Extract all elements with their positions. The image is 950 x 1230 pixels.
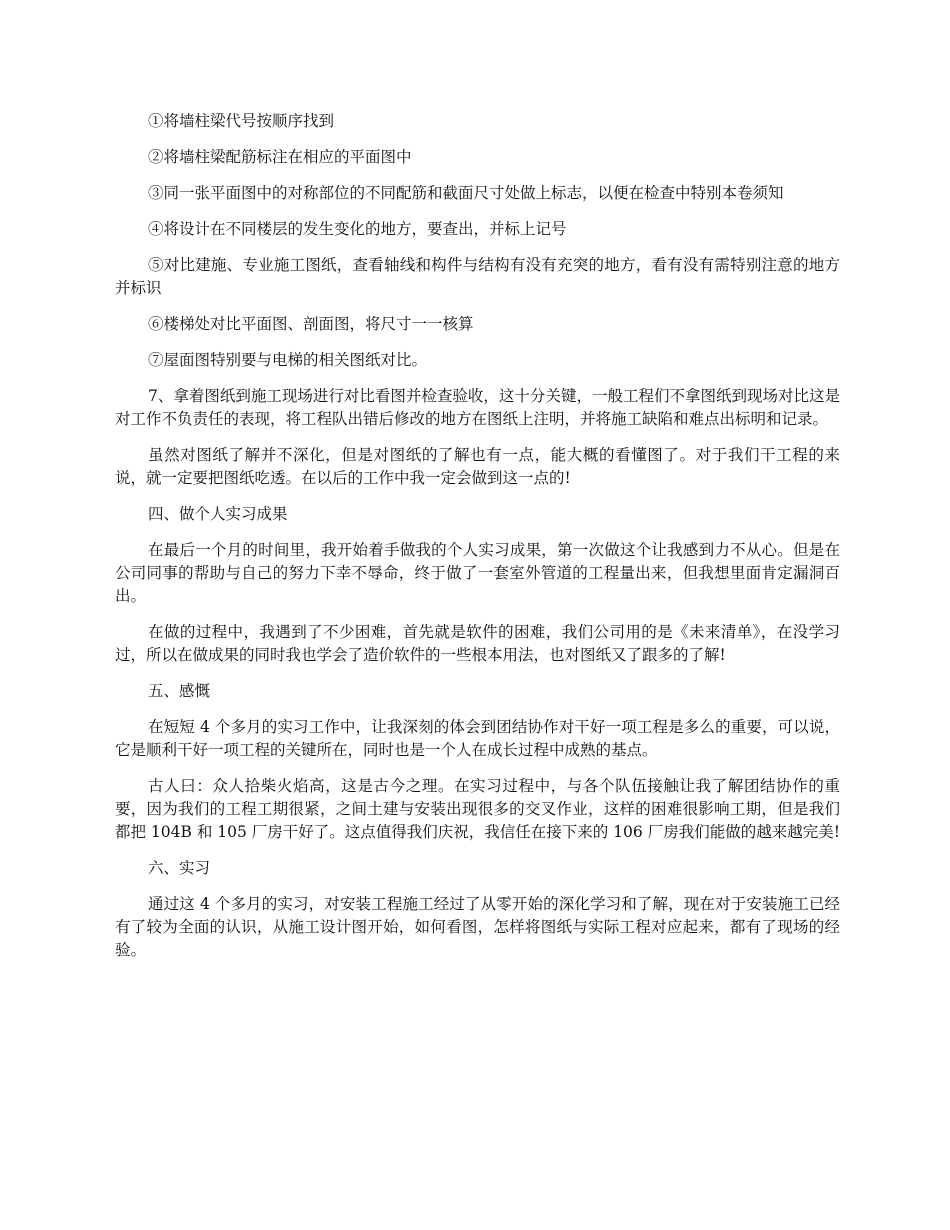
internship-paragraph: 通过这 4 个多月的实习，对安装工程施工经过了从零开始的深化学习和了解，现在对于安装施工已经有了较为全面的认识，从施工设计图开始，如何看图，怎样将图纸与实际工程对应起来，都有了现场的经验。 [115,895,840,959]
step-1-text: ①将墙柱梁代号按顺序找到 [148,112,335,130]
step-3-text: ③同一张平面图中的对称部位的不同配筋和截面尺寸处做上标志，以便在检查中特别本卷须知 [148,184,784,202]
reflection-paragraph-1: 在短短 4 个多月的实习工作中，让我深刻的体会到团结协作对干好一项工程是多么的重要，可以说，它是顺利干好一项工程的关键所在，同时也是一个人在成长过程中成熟的基点。 [115,718,840,759]
step-4-text: ④将设计在不同楼层的发生变化的地方，要查出，并标上记号 [148,220,567,238]
results-paragraph-2: 在做的过程中，我遇到了不少困难，首先就是软件的困难，我们公司用的是《未来清单》，在没学习过，所以在做成果的同时我也学会了造价软件的一些根本用法，也对图纸又了跟多的了解! [115,623,840,664]
section-heading-4: 四、做个人实习成果 [148,505,288,523]
step-5-text: ⑤对比建施、专业施工图纸，查看轴线和构件与结构有没有充突的地方，看有没有需特别注意的地方并标识 [115,256,840,297]
step-7-text: ⑦屋面图特别要与电梯的相关图纸对比。 [148,351,428,369]
reflection-paragraph-2: 古人曰：众人拾柴火焰高，这是古今之理。在实习过程中，与各个队伍接触让我了解团结协作的重要，因为我们的工程工期很紧，之间土建与安装出现很多的交叉作业，这样的困难很影响工期，但是我们都把 104B 和 105 厂房干好了。这点值得我们庆祝，我信任在接下来的 106 厂房我们能做的越来越完美! [115,777,840,841]
document-body [115,110,840,975]
item-7-paragraph: 7、拿着图纸到施工现场进行对比看图并检查验收，这十分关键，一般工程们不拿图纸到现场对比这是对工作不负责任的表现，将工程队出错后修改的地方在图纸上注明，并将施工缺陷和难点出标明和记录。 [115,387,840,428]
drawing-understanding-paragraph: 虽然对图纸了解并不深化，但是对图纸的了解也有一点，能大概的看懂图了。对于我们干工程的来说，就一定要把图纸吃透。在以后的工作中我一定会做到这一点的! [115,446,840,487]
section-heading-5: 五、感慨 [148,682,211,700]
results-paragraph-1: 在最后一个月的时间里，我开始着手做我的个人实习成果，第一次做这个让我感到力不从心。但是在公司同事的帮助与自己的努力下幸不辱命，终于做了一套室外管道的工程量出来，但我想里面肯定漏洞百出。 [115,541,840,605]
step-2-text: ②将墙柱梁配筋标注在相应的平面图中 [148,148,412,166]
section-heading-6: 六、实习 [148,859,211,877]
step-6-text: ⑥楼梯处对比平面图、剖面图，将尺寸一一核算 [148,315,474,333]
